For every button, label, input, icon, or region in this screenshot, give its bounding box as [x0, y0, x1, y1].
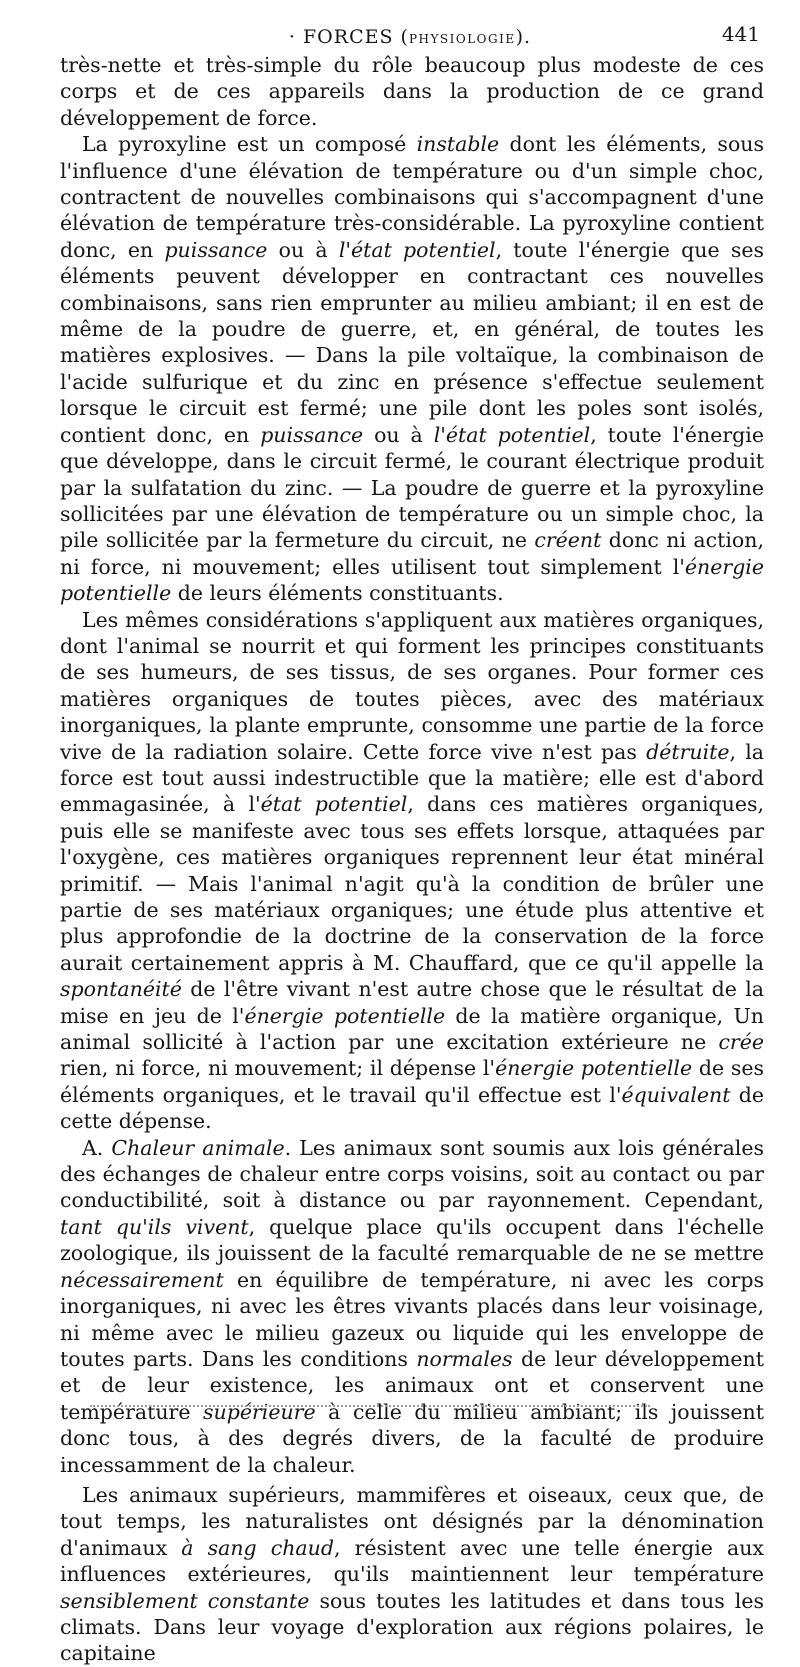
text-run: . Les animaux sont soumis aux lois générales des échanges de chaleur entre corps voisins, soit au contact ou par conductibilité, soit à distance ou par rayonnement. Cependant,: [60, 1135, 765, 1213]
text-run: ou à: [363, 422, 434, 447]
running-head-end: ).: [515, 26, 532, 48]
text-run: ou à: [267, 237, 339, 262]
italic-run: créent: [534, 528, 602, 553]
text-run: A.: [82, 1135, 112, 1160]
text-run: , toute l'énergie que développe, dans le circuit fermé, le courant électrique produit par la sulfatation du zinc. — La poudre de guerre et la pyroxyline sollicitées par une élévation de température ou un simple choc, la pile sollicitée par la fermeture du circuit, ne: [60, 422, 764, 553]
text-run: donc ni action, ni force, ni mouvement; elles utilisent tout simplement l': [60, 528, 764, 579]
text-run: de ses éléments organiques, et le travail qu'il effectue est l': [60, 1056, 765, 1107]
text-run: de cette dépense.: [60, 1082, 764, 1134]
italic-run: à sang chaud: [181, 1535, 334, 1560]
italic-run: énergie potentielle: [60, 554, 764, 606]
italic-run: supérieure: [203, 1399, 316, 1424]
text-run: de leurs éléments constituants.: [171, 581, 504, 606]
paragraph-p5: [60, 1482, 764, 1667]
paragraph-p3: [60, 607, 764, 1135]
italic-run: puissance: [164, 237, 268, 262]
paragraph-p4: [60, 1135, 764, 1478]
italic-run: équivalent: [621, 1082, 731, 1107]
italic-run: détruite: [646, 739, 730, 764]
text-run: de l'être vivant n'est autre chose que le résultat de la mise en jeu de l': [60, 977, 764, 1028]
text-run: , la force est tout aussi indestructible que la matière; elle est d'abord emmagasinée, à l': [60, 739, 765, 817]
text-run: très-nette et très-simple du rôle beaucoup plus modeste de ces corps et de ces appareils dans la production de ce grand développement de force.: [60, 53, 764, 130]
text-run: Les mêmes considérations s'appliquent aux matières organiques, dont l'animal se nourrit et qui forment les principes constituants de ses humeurs, de ses tissus, de ses organes. Pour former ces matières organiques de toutes pièces, avec des matériaux inorganiques, la plante emprunte, consomme une partie de la force vive de la radiation solaire. Cette force vive n'est pas: [60, 607, 764, 764]
text-run: La pyroxyline est un composé: [82, 132, 417, 157]
italic-run: état potentiel: [260, 792, 408, 817]
text-run: de leur développement et de leur existence, les animaux ont et conservent une température: [60, 1346, 764, 1424]
italic-run: nécessairement: [60, 1267, 224, 1292]
italic-run: puissance: [260, 422, 364, 447]
italic-run: tant qu'ils vivent: [60, 1214, 249, 1239]
text-run: , dans ces matières organiques, puis elle se manifeste avec tous ses effets lorsque, attaquées par l'oxygène, ces matières organiques reprennent leur état minéral primitif. — Mais l'animal n'agit qu'à la condition de brûler une partie de ses matériaux organiques; une étude plus attentive et plus approfondie de la doctrine de la conservation de la force aurait certainement appris à M. Chauffard, que ce qu'il appelle la: [60, 792, 764, 975]
text-run: , résistent avec une telle énergie aux influences extérieures, qu'ils maintiennent leur température: [60, 1535, 764, 1587]
text-run: rien, ni force, ni mouvement; il dépense l': [60, 1056, 496, 1081]
italic-run: l'état potentiel: [338, 237, 496, 262]
running-head-main: · FORCES (: [288, 26, 409, 48]
italic-run: normales: [416, 1346, 513, 1371]
text-run: Les animaux supérieurs, mammifères et oiseaux, ceux que, de tout temps, les naturalistes ont désignés par la dénomination d'animaux: [60, 1482, 764, 1560]
text-run: , toute l'énergie que ses éléments peuvent développer en contractant ces nouvelles combinaisons, sans rien emprunter au milieu ambiant; il en est de même de la poudre de guerre, et, en général, de toutes les matières explosives. — Dans la pile voltaïque, la combinaison de l'acide sulfurique et du zinc en présence s'effectue seulement lorsque le circuit est fermé; une pile dont les poles sont isolés, contient donc, en: [60, 237, 764, 447]
running-head: [60, 26, 760, 48]
text-run: à celle du milieu ambiant; ils jouissent donc tous, à des degrés divers, de la faculté de produire incessamment de la chaleur.: [60, 1399, 764, 1477]
text-run: de la matière organique, Un animal sollicité à l'action par une excitation extérieure ne: [60, 1003, 764, 1055]
text-run: en équilibre de température, ni avec les corps inorganiques, ni avec les êtres vivants placés dans leur voisinage, ni même avec le milieu gazeux ou liquide qui les enveloppe de toutes parts. Dans les conditions: [60, 1267, 764, 1371]
paragraph-p1: [60, 52, 764, 131]
italic-run: énergie potentielle: [495, 1056, 693, 1081]
paragraph-p2: [60, 131, 764, 606]
text-run: dont les éléments, sous l'influence d'une élévation de température ou d'un simple choc, contractent de nouvelles combinaisons qui s'accompagnent d'une élévation de température très-considérable. La pyroxyline contient donc, en: [60, 132, 765, 262]
italic-run: l'état potentiel: [433, 422, 591, 447]
italic-run: Chaleur animale: [111, 1135, 285, 1160]
italic-run: crée: [718, 1030, 764, 1055]
running-head-subject: PHYSIOLOGIE: [408, 32, 516, 46]
body-text: [60, 52, 764, 1667]
page-header: [60, 22, 760, 52]
text-run: , quelque place qu'ils occupent dans l'échelle zoologique, ils jouissent de la faculté remarquable de ne se mettre: [60, 1214, 764, 1266]
italic-run: énergie potentielle: [244, 1003, 446, 1028]
italic-run: instable: [416, 132, 500, 157]
footer-rule: [90, 1405, 650, 1407]
italic-run: spontanéité: [60, 977, 182, 1002]
page-number: 441: [721, 22, 760, 46]
italic-run: sensiblement constante: [60, 1588, 310, 1613]
text-run: sous toutes les latitudes et dans tous les climats. Dans leur voyage d'exploration aux régions polaires, le capitaine: [60, 1588, 764, 1666]
